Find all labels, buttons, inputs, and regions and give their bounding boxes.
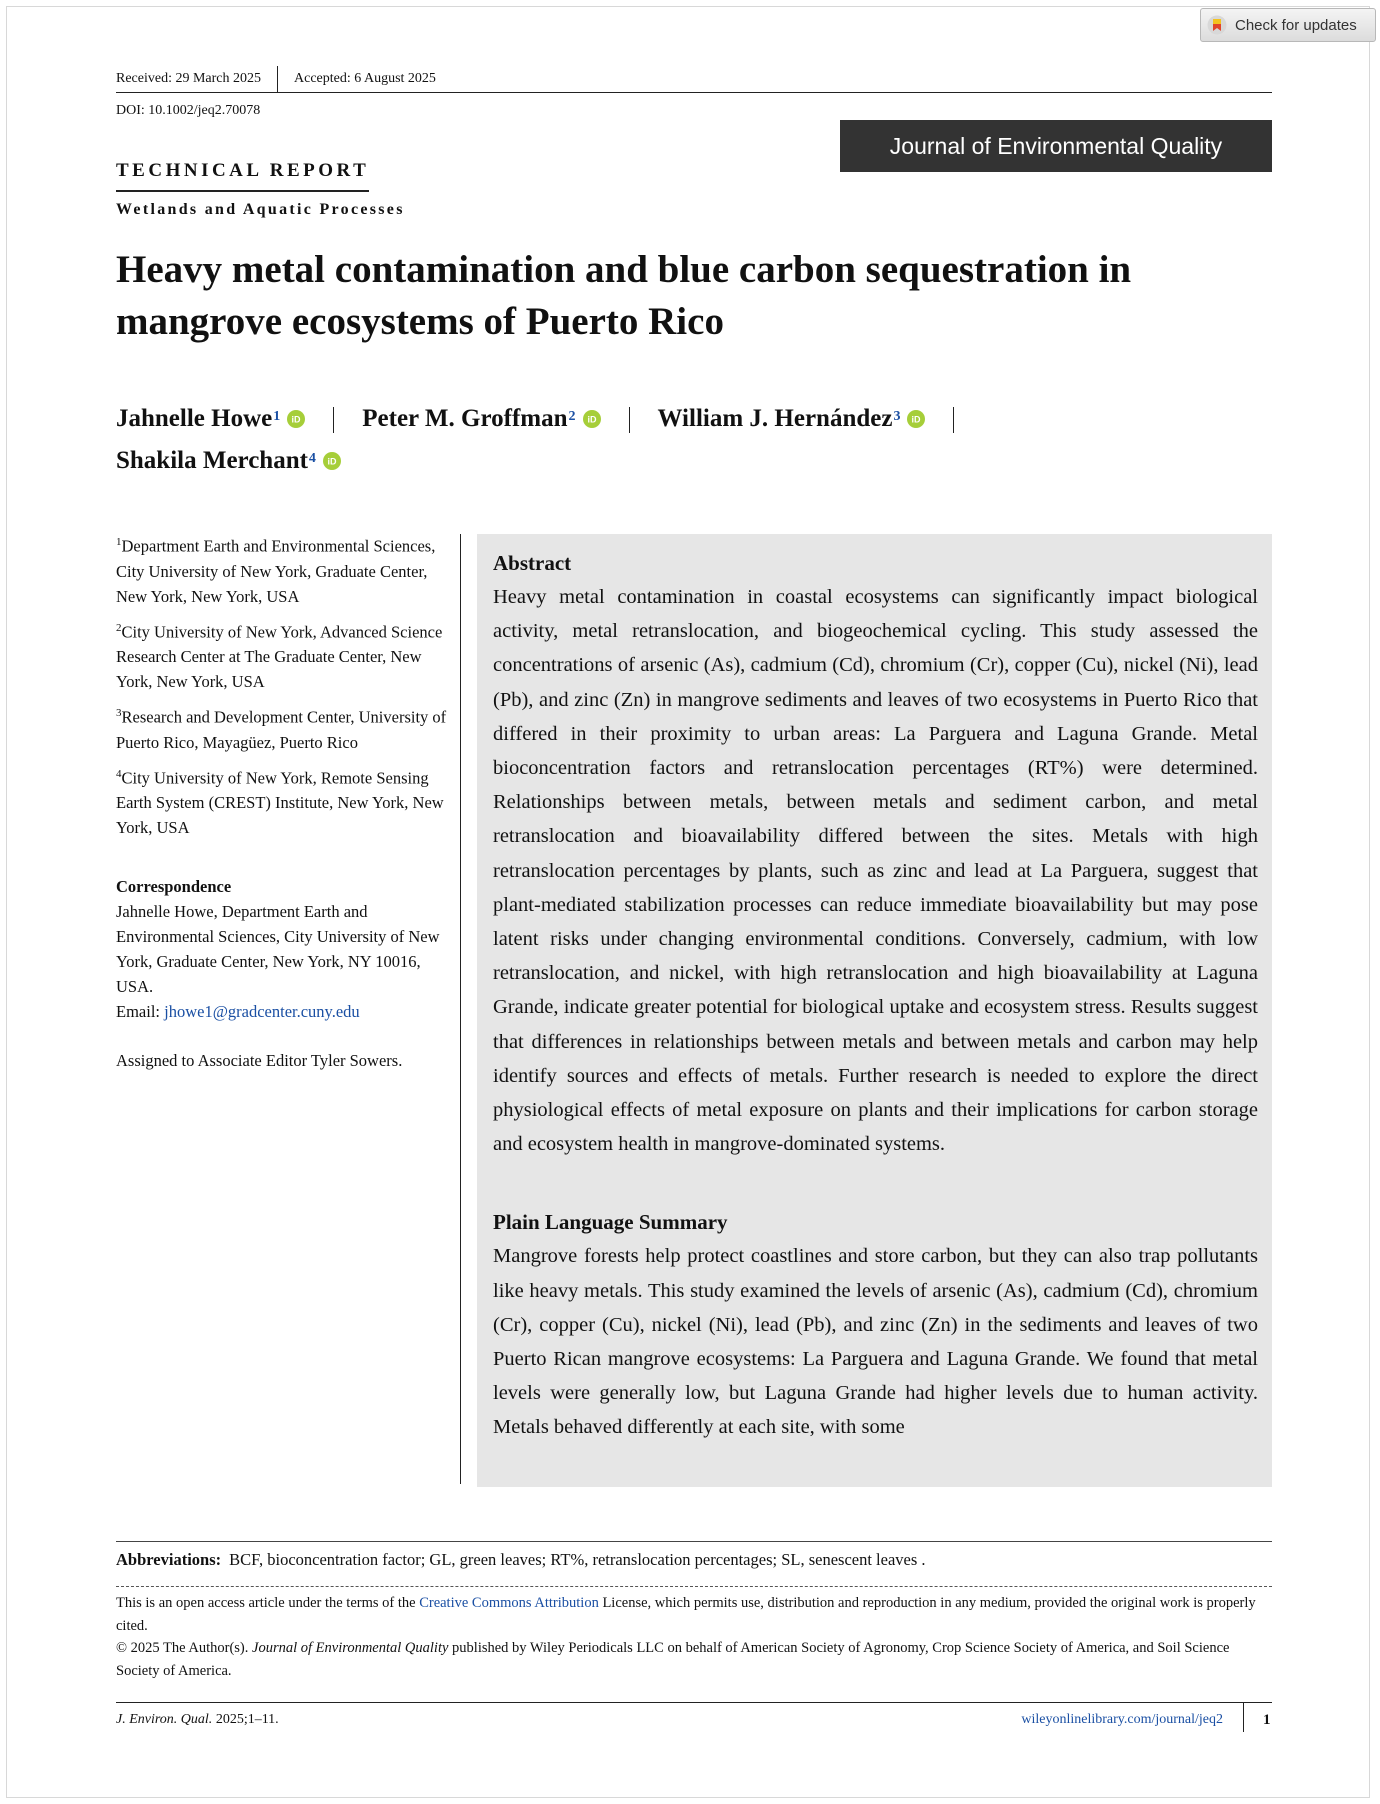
footer-rule [116, 1702, 1272, 1703]
plain-summary-text: Mangrove forests help protect coastlines and store carbon, but they can also trap pollutants like heavy metals. This study examined the levels of arsenic (As), cadmium (Cd), chromium (Cr), copper (Cu), nickel (Ni), lead (Pb), and zinc (Zn) in the sediments and leaves of two Puerto Rican mangrove ecosystems: La Parguera and Laguna Grande. We found that metal levels were generally low, but Laguna Grande had higher levels due to human activity. Metals behaved differently at each site, with some [493, 1245, 1258, 1439]
copyright-statement [116, 1637, 1272, 1682]
check-for-updates-label: Check for updates [1235, 16, 1357, 34]
page-number: 1 [1263, 1712, 1271, 1728]
abbreviations-label: Abbreviations: [116, 1550, 222, 1569]
affiliation [116, 616, 448, 695]
author-separator [333, 407, 334, 433]
license-divider [116, 1586, 1272, 1587]
author-name[interactable]: Peter M. Groffman [362, 405, 568, 432]
footer-citation [116, 1712, 279, 1728]
abbreviations-text: BCF, bioconcentration factor; GL, green leaves; RT%, retranslocation percentages; SL, senescent leaves . [229, 1550, 926, 1569]
svg-text:iD: iD [291, 414, 301, 425]
header-rule [116, 92, 1272, 93]
author-list [116, 398, 1216, 482]
correspondence-text: Jahnelle Howe, Department Earth and Environmental Sciences, City University of New York, Graduate Center, New York, NY 10016, USA. [116, 902, 440, 996]
svg-text:iD: iD [327, 456, 337, 467]
abstract-text: Heavy metal contamination in coastal ecosystems can significantly impact biological activity, metal retranslocation, and biogeochemical cycling. This study assessed the concentrations of arsenic (As), cadmium (Cd), chromium (Cr), copper (Cu), nickel (Ni), lead (Pb), and zinc (Zn) in mangrove sediments and leaves of two ecosystems in Puerto Rico that differed in their proximity to urban areas: La Parguera and Laguna Grande. Metal bioconcentration factors and retranslocation percentages (RT%) were determined. Relationships between metals, between metals and sediment carbon, and metal retranslocation and bioavailability differed between the sites. Metals with high retranslocation percentages by plants, such as zinc and lead at La Parguera, suggest that plant-mediated stabilization processes can reduce immediate bioavailability but may pose latent risks under changing environmental conditions. Conversely, cadmium, with low retranslocation, and nickel, with high retranslocation and high bioavailability at Laguna Grande, indicate greater potential for biological uptake and ecosystem stress. Results suggest that differences in relationships between metals and between metals and carbon may help identify sources and effects of metals. Further research is needed to explore the direct physiological effects of metal exposure on plants and their implications for carbon storage and ecosystem health in mangrove-dominated systems. [493, 586, 1258, 1156]
license-text: This is an open access article under the terms of the [116, 1595, 420, 1611]
abbreviations-rule [116, 1541, 1272, 1542]
author-separator [953, 407, 954, 433]
author-affil-sup[interactable]: 1 [273, 409, 281, 424]
orcid-icon[interactable] [907, 410, 925, 428]
doi: DOI: 10.1002/jeq2.70078 [116, 103, 261, 118]
affiliation [116, 762, 448, 841]
check-for-updates-button[interactable] [1200, 8, 1376, 42]
author-item [116, 440, 341, 482]
copyright-text: © 2025 The Author(s). [116, 1640, 253, 1656]
crossmark-icon [1207, 15, 1227, 35]
license-statement [116, 1592, 1272, 1637]
author-affil-sup[interactable]: 3 [893, 409, 901, 424]
author-affil-sup[interactable]: 2 [568, 409, 576, 424]
license-block [116, 1592, 1272, 1682]
creative-commons-link[interactable]: Creative Commons Attribution [419, 1595, 599, 1611]
author-name[interactable]: William J. Hernández [657, 405, 893, 432]
author-item [658, 398, 926, 440]
orcid-icon[interactable] [287, 410, 305, 428]
author-name[interactable]: Shakila Merchant [116, 447, 308, 474]
copyright-journal: Journal of Environmental Quality [252, 1640, 449, 1656]
affiliation-text: City University of New York, Remote Sensing Earth System (CREST) Institute, New York, New York, USA [116, 768, 444, 837]
received-date: Received: 29 March 2025 [116, 71, 262, 86]
footer-divider [1243, 1702, 1244, 1732]
author-affil-sup[interactable]: 4 [308, 451, 316, 466]
affiliation-number: 4 [116, 767, 122, 780]
article-type: TECHNICAL REPORT [116, 160, 369, 192]
abstract-heading: Abstract [493, 551, 572, 575]
journal-name: Journal of Environmental Quality [889, 132, 1223, 159]
affiliation-number: 3 [116, 707, 122, 719]
abbreviations [116, 1550, 1272, 1570]
plain-summary-heading: Plain Language Summary [493, 1210, 728, 1235]
journal-banner [840, 120, 1272, 172]
dates-divider [277, 66, 278, 92]
license-text: License, which permits use, distribution and reproduction in any medium, provided the original work is properly cited. [116, 1595, 1256, 1634]
author-separator [629, 407, 630, 433]
author-item [362, 398, 600, 440]
affiliation-number: 1 [116, 536, 122, 548]
article-subject: Wetlands and Aquatic Processes [116, 201, 405, 218]
orcid-icon[interactable] [583, 410, 601, 428]
affiliation [116, 701, 448, 755]
svg-text:iD: iD [911, 414, 921, 425]
affiliation-text: Department Earth and Environmental Sciences, City University of New York, Graduate Center, New York, New York, USA [116, 536, 436, 606]
email-link[interactable]: jhowe1@gradcenter.cuny.edu [164, 1002, 360, 1021]
email-label: Email: [116, 1002, 165, 1021]
assigned-editor: Assigned to Associate Editor Tyler Sowers. [116, 1051, 403, 1070]
affiliations-column [116, 530, 448, 1073]
author-name[interactable]: Jahnelle Howe [116, 405, 273, 432]
affiliation-text: Research and Development Center, University of Puerto Rico, Mayagüez, Puerto Rico [116, 707, 447, 752]
affiliation-number: 2 [116, 621, 122, 634]
abstract-box [477, 534, 1272, 1487]
footer-volume: 2025;1–11. [212, 1712, 279, 1727]
footer-journal: J. Environ. Qual. [116, 1712, 213, 1727]
copyright-text: published by Wiley Periodicals LLC on behalf of American Society of Agronomy, Crop Science Society of America, and Soil Science Society of America. [116, 1640, 1230, 1679]
correspondence-email [116, 999, 448, 1024]
author-item [116, 398, 305, 440]
svg-text:iD: iD [587, 414, 596, 425]
affiliation-text: City University of New York, Advanced Science Research Center at The Graduate Center, New York, New York, USA [116, 622, 443, 691]
article-title: Heavy metal contamination and blue carbon sequestration in mangrove ecosystems of Puerto Rico [116, 248, 1132, 343]
dates-row [116, 66, 1272, 92]
orcid-icon[interactable] [323, 452, 341, 470]
correspondence-heading: Correspondence [116, 877, 232, 896]
footer-journal-link[interactable]: wileyonlinelibrary.com/journal/jeq2 [1021, 1712, 1223, 1727]
column-divider [460, 534, 461, 1484]
accepted-date: Accepted: 6 August 2025 [294, 71, 436, 86]
affiliation [116, 530, 448, 609]
